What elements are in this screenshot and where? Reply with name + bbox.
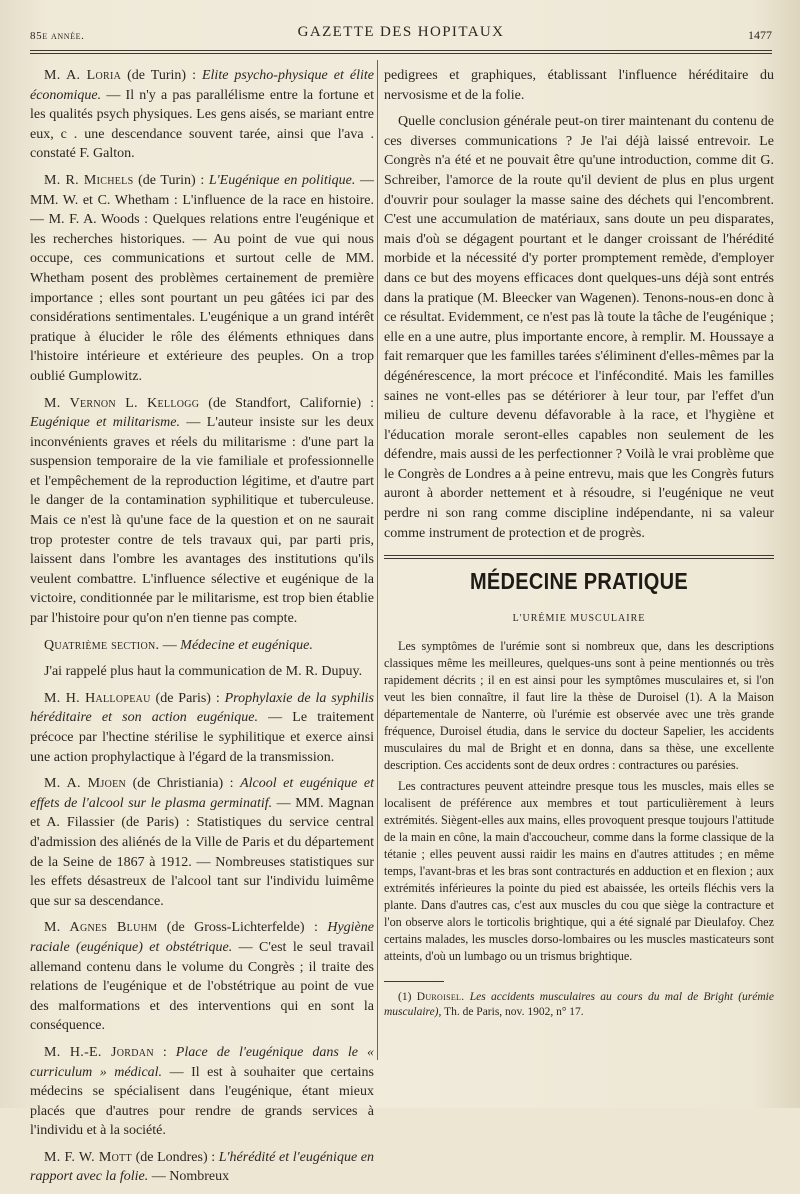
- entry-kellogg: M. Vernon L. Kellogg (de Standfort, Californie) : Eugénique et militarisme. — L'auteur insiste sur les deux inconvénients graves et réels du militarisme : d'une part la suspension temporaire de la vie familiale et professionnelle et l'empêchement de la reproduction légitime, et d'autre part le danger de la contamination syphilitique et tuberculeuse. Mais ce n'est là qu'une face de la question et on ne saurait trop protester contre de tels travaux qui, par parti pris, laissent dans l'ombre les avantages des institutions qu'ils veulent combattre. L'influence sélective et eugénique de la victoire, conditionnée par le militarisme, est trop bien établie par l'histoire pour qu'on n'en tienne pas compte.: [30, 395, 375, 627]
- entry-mjoen: M. A. Mjoen (de Christiania) : Alcool et eugénique et effets de l'alcool sur le plasma germinatif. — MM. Magnan et A. Filassier (de Paris) : Statistiques du service central d'admission des aliénés de la Ville de Paris et du département de la Seine de 1867 à 1912. — Nombreuses statistiques sur les effets désastreux de l'alcool tant sur l'individu luimême que sur sa descendance.: [30, 776, 374, 909]
- footnote: (1) Duroisel. Les accidents musculaires au cours du mal de Bright (urémie musculaire), Th. de Paris, nov. 1902, n° 17.: [384, 991, 774, 1019]
- entry-bluhm: M. Agnes Bluhm (de Gross-Lichterfelde) : Hygiène raciale (eugénique) et obstétrique. — C'est le seul travail allemand contenu dans le volume du Congrès ; il traite des relations de l'eugénique et de l'obstétrique au point de vue des malformations et des interventions qui en sont la conséquence.: [30, 920, 375, 1034]
- footnote-rule: [384, 981, 444, 982]
- column-divider: [377, 60, 378, 1060]
- section-heading-fourth: Quatrième section. — Médecine et eugénique.: [44, 637, 313, 653]
- entry-jordan: M. H.-E. Jordan : Place de l'eugénique dans le « curriculum » médical. — Il est à souhaiter que certains médecins se spécialisent dans l'eugénique, étant mieux placés que d'autres pour rendre de grands services à l'individu et à la société.: [30, 1044, 375, 1139]
- header-rule: [30, 50, 772, 51]
- page-header: [30, 24, 772, 46]
- article-paragraph-2: Les contractures peuvent atteindre presque tous les muscles, mais elles se localisent de préférence aux membres et tout particulièrement à leurs extrémités. Siègent-elles aux mains, elles provoquent presque toujours l'attitude de la main en cône, la main d'accoucheur, comme dans la forme classique de la tétanie ; elles peuvent aussi raidir les mains en d'autres attitudes ; en même temps, l'avant-bras et les bras sont contracturés en adduction et en flexion ; aux extrémités inférieures la pointe du pied est abaissée, les orteils fléchis vers la plante. Dans d'autres cas, c'est aux muscles du cou que siège la contracture et l'on observe alors le torticolis brightique, qui a été signalé par Dieulafoy. Chez certains malades, les muscles dorso-lombaires ou les muscles masticateurs sont atteints, d'où un lumbago ou un trismus brightique.: [384, 779, 774, 964]
- article-paragraph-1: Les symptômes de l'urémie sont si nombreux que, dans les descriptions classiques même les meilleures, quelques-uns sont à peine mentionnés ou très rapidement décrits ; il en est ainsi pour les symptômes musculaires et, si l'on veut les bien connaître, il faut lire la thèse de Duroisel (1). A la Maison départementale de Nanterre, où l'urémie est observée avec une très grande fréquence, Duroisel étudia, dans le service du docteur Sapelier, les accidents musculaires du mal de Bright et en donna, dans sa thèse, une excellente description. Ces accidents sont de deux ordres : contractures ou parésies.: [384, 639, 774, 773]
- right-column: [384, 66, 774, 1020]
- entry-loria: M. A. Loria (de Turin) : Elite psycho-physique et élite économique. — Il n'y a pas parallélisme entre la fortune et les qualités psych physiques. Les gens aisés, se mariant entre eux, c . une descendance souvent tarée, ainsi que l'ava . constaté F. Galton.: [30, 68, 374, 162]
- header-year: 85e année.: [30, 30, 85, 42]
- header-rule-thin: [30, 53, 772, 54]
- left-column: [30, 66, 374, 1194]
- entry-mott: M. F. W. Mott (de Londres) : L'hérédité et l'eugénique en rapport avec la folie. — Nombreux: [30, 1149, 374, 1185]
- journal-title: GAZETTE DES HOPITAUX: [297, 24, 505, 40]
- section-rule: [384, 555, 774, 556]
- section-title: MÉDECINE PRATIQUE: [469, 569, 689, 595]
- section-rule-thin: [384, 558, 774, 559]
- conclusion-paragraph: Quelle conclusion générale peut-on tirer maintenant du contenu de ces diverses communications ? Je l'ai déjà laissé entrevoir. Le Congrès n'a été et ne pouvait être qu'une introduction, comme dit G. Schreiber, l'amorce de la route qu'il devient de plus en plus urgent d'ouvrir pour soulager la masse saine des déchets qui l'encombrent. C'est une accumulation de matériaux, sans doute un peu disparates, mais d'où se dégagent pourtant et le danger croissant de l'hérédité morbide et la nécessité d'y porter promptement remède, d'employer dans ce but des moyens efficaces dont quelques-uns déjà sont entrés dans la pratique (M. Bleecker van Wagenen). Tenons-nous-en donc à ce résultat. Evidemment, ce n'est pas là toute la tâche de l'eugénique ; elle en a une autre, plus importante encore, à remplir. M. Houssaye a fait remarquer que les familles tarées s'éliminent d'elles-mêmes par la dégénérescence, la mort précoce et l'infécondité. Mais les familles saines ne vont-elles pas se détériorer à leur tour, par l'effet d'un milieu de culture devenu défavorable à la race, et l'hygiène et l'éducation morale seront-elles capables non seulement de les défendre, mais aussi de les perfectionner ? Voilà le vrai problème que le Congrès de Londres a à peine entrevu, mais que les Congrès futurs auront à aborder nettement et à résoudre, si l'eugénique ne veut perdre ni son rang comme discipline indépendante, ni sa valeur comme instrument de protection et de progrès.: [384, 114, 774, 541]
- entry-dupuy: J'ai rappelé plus haut la communication de M. R. Dupuy.: [44, 664, 363, 680]
- article-subheading: L'URÉMIE MUSCULAIRE: [512, 612, 646, 624]
- entry-hallopeau: M. H. Hallopeau (de Paris) : Prophylaxie de la syphilis héréditaire et son action eugénique. — Le traitement précoce par l'hectine stérilise le syphilitique et exerce ainsi une action prophylactique à l'égard de la transmission.: [30, 690, 374, 765]
- entry-michels: M. R. Michels (de Turin) : L'Eugénique en politique. — MM. W. et C. Whetham : L'influence de la race en histoire. — M. F. A. Woods : Quelques relations entre l'eugénique et les recherches historiques. — Au point de vue qui nous occupe, ces communications et surtout celle de MM. Whetham posent des problèmes certainement de première importance ; elles sont pourtant un peu gâtées ici par des considérations sentimentales. L'eugénique a un grand intérêt pratique à élucider le rôle des éléments ethniques dans l'histoire intérieure et extérieure des peuples. On a trop oublié Gumplowitz.: [30, 172, 374, 384]
- article-body: [384, 638, 774, 965]
- page-number: 1477: [748, 28, 772, 42]
- continuation-paragraph: pedigrees et graphiques, établissant l'influence héréditaire du nervosisme et de la folie.: [384, 68, 774, 103]
